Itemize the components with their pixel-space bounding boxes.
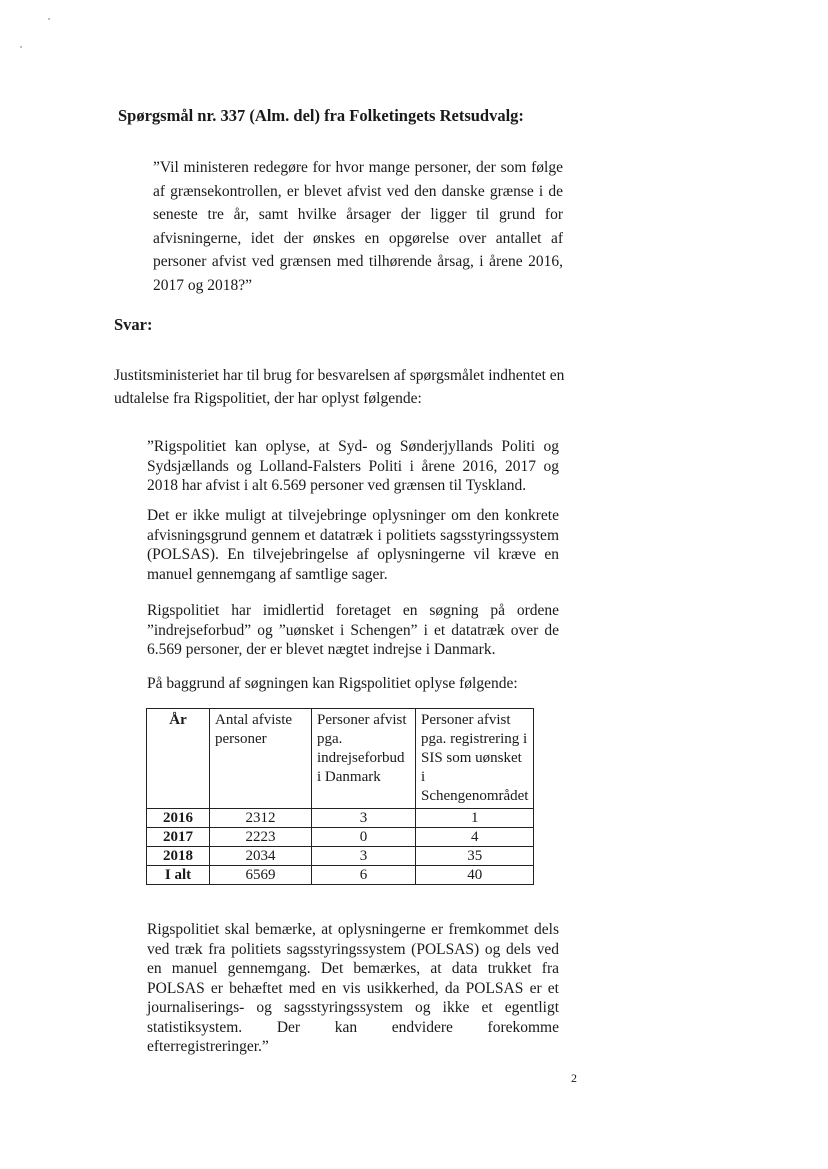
cell-sis: 40 bbox=[416, 866, 534, 885]
table-total-row bbox=[147, 866, 534, 885]
cell-year: 2016 bbox=[147, 809, 210, 828]
table-row bbox=[147, 847, 534, 866]
answer-label: Svar: bbox=[114, 315, 153, 334]
cell-entry-ban: 0 bbox=[312, 828, 416, 847]
statement-paragraph-5: Rigspolitiet skal bemærke, at oplysningerne er fremkommet dels ved træk fra politiets sagsstyringssystem (POLSAS) og dels ved en manuel gennemgang. Det bemærkes, at data trukket fra POLSAS er behæftet med en vis usikkerhed, da POLSAS er et journaliserings- og sagsstyringssystem og ikke et egentligt statistiksystem. Der kan endvidere forekomme efterregistreringer.” bbox=[147, 921, 559, 1055]
statement-paragraph-4: På baggrund af søgningen kan Rigspolitiet oplyse følgende: bbox=[147, 675, 518, 692]
answer-intro: Justitsministeriet har til brug for besvarelsen af spørgsmålet indhentet en udtalelse fra Rigspolitiet, der har oplyst følgende: bbox=[114, 367, 565, 407]
cell-total: 2223 bbox=[210, 828, 312, 847]
question-text: ”Vil ministeren redegøre for hvor mange personer, der som følge af grænsekontrollen, er blevet afvist ved den danske grænse i de seneste tre år, samt hvilke årsager der ligger til grund for afvisningerne, idet der ønskes en opgørelse over antallet af personer afvist ved grænsen med tilhørende årsag, i årene 2016, 2017 og 2018?” bbox=[153, 159, 563, 294]
table-row bbox=[147, 809, 534, 828]
header-sis-registration: Personer afvist pga. registrering i SIS som uønsket i Schengenområdet bbox=[416, 709, 534, 809]
statement-paragraph-1: ”Rigspolitiet kan oplyse, at Syd- og Sønderjyllands Politi og Sydsjællands og Lolland-Falsters Politi i årene 2016, 2017 og 2018 har afvist i alt 6.569 personer ved grænsen til Tyskland. bbox=[147, 438, 559, 494]
cell-entry-ban: 6 bbox=[312, 866, 416, 885]
page-number: 2 bbox=[571, 1071, 577, 1085]
cell-year: I alt bbox=[147, 866, 210, 885]
rejections-table bbox=[146, 708, 534, 885]
cell-total: 2034 bbox=[210, 847, 312, 866]
scan-speck bbox=[48, 18, 50, 20]
cell-sis: 4 bbox=[416, 828, 534, 847]
question-heading: Spørgsmål nr. 337 (Alm. del) fra Folketingets Retsudvalg: bbox=[118, 106, 524, 125]
cell-total: 6569 bbox=[210, 866, 312, 885]
cell-sis: 1 bbox=[416, 809, 534, 828]
table-row bbox=[147, 828, 534, 847]
statement-paragraph-2: Det er ikke muligt at tilvejebringe oplysninger om den konkrete afvisningsgrund gennem et datatræk i politiets sagsstyringssystem (POLSAS). En tilvejebringelse af oplysningerne vil kræve en manuel gennemgang af samtlige sager. bbox=[147, 507, 559, 583]
table-header-row bbox=[147, 709, 534, 809]
header-total-rejected: Antal afviste personer bbox=[210, 709, 312, 809]
scan-speck bbox=[20, 46, 22, 48]
cell-year: 2018 bbox=[147, 847, 210, 866]
cell-entry-ban: 3 bbox=[312, 847, 416, 866]
cell-sis: 35 bbox=[416, 847, 534, 866]
cell-year: 2017 bbox=[147, 828, 210, 847]
cell-total: 2312 bbox=[210, 809, 312, 828]
header-entry-ban: Personer afvist pga. indrejseforbud i Danmark bbox=[312, 709, 416, 809]
statement-paragraph-3: Rigspolitiet har imidlertid foretaget en søgning på ordene ”indrejseforbud” og ”uønsket i Schengen” i et datatræk over de 6.569 personer, der er blevet nægtet indrejse i Danmark. bbox=[147, 602, 559, 658]
cell-entry-ban: 3 bbox=[312, 809, 416, 828]
header-year: År bbox=[147, 709, 210, 809]
